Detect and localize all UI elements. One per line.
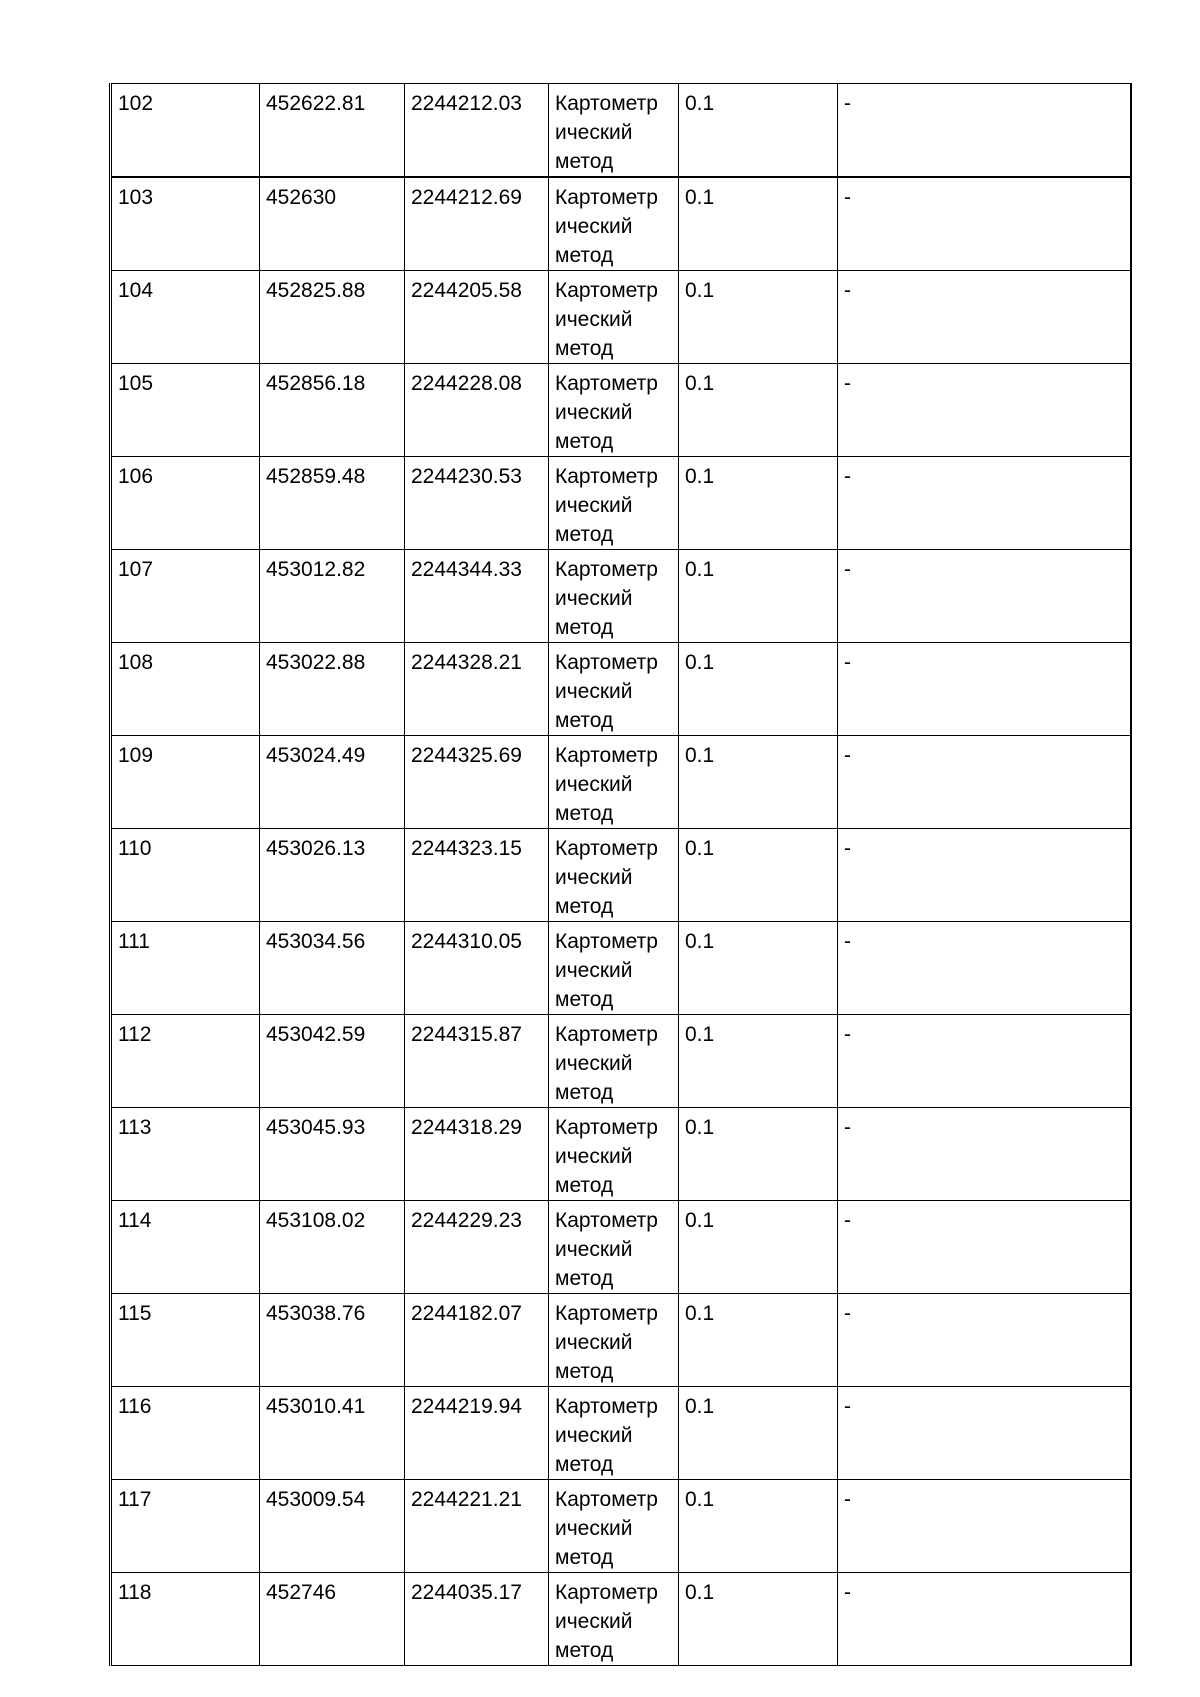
accuracy-cell: 0.1	[679, 643, 838, 736]
x-coordinate-cell: 453022.88	[260, 643, 405, 736]
table-row	[111, 736, 1131, 829]
accuracy-cell: 0.1	[679, 1201, 838, 1294]
accuracy-cell: 0.1	[679, 1573, 838, 1666]
point-number-cell: 103	[111, 177, 260, 271]
method-cell: Картометр ический метод	[549, 736, 679, 829]
accuracy-cell: 0.1	[679, 736, 838, 829]
x-coordinate-cell: 453108.02	[260, 1201, 405, 1294]
y-coordinate-cell: 2244219.94	[405, 1387, 549, 1480]
point-number-cell: 117	[111, 1480, 260, 1573]
accuracy-cell: 0.1	[679, 84, 838, 178]
x-coordinate-cell: 452746	[260, 1573, 405, 1666]
table-row	[111, 550, 1131, 643]
table-row	[111, 1108, 1131, 1201]
point-number-cell: 118	[111, 1573, 260, 1666]
accuracy-cell: 0.1	[679, 1015, 838, 1108]
y-coordinate-cell: 2244310.05	[405, 922, 549, 1015]
method-cell: Картометр ический метод	[549, 271, 679, 364]
table-row	[111, 457, 1131, 550]
note-cell: -	[838, 1108, 1131, 1201]
table-row	[111, 1015, 1131, 1108]
method-cell: Картометр ический метод	[549, 922, 679, 1015]
table-row	[111, 1201, 1131, 1294]
point-number-cell: 110	[111, 829, 260, 922]
note-cell: -	[838, 829, 1131, 922]
y-coordinate-cell: 2244229.23	[405, 1201, 549, 1294]
accuracy-cell: 0.1	[679, 550, 838, 643]
table-row	[111, 364, 1131, 457]
method-cell: Картометр ический метод	[549, 1294, 679, 1387]
table-row	[111, 271, 1131, 364]
point-number-cell: 108	[111, 643, 260, 736]
method-cell: Картометр ический метод	[549, 1387, 679, 1480]
note-cell: -	[838, 364, 1131, 457]
note-cell: -	[838, 1015, 1131, 1108]
method-cell: Картометр ический метод	[549, 1015, 679, 1108]
method-cell: Картометр ический метод	[549, 177, 679, 271]
x-coordinate-cell: 452859.48	[260, 457, 405, 550]
y-coordinate-cell: 2244035.17	[405, 1573, 549, 1666]
point-number-cell: 102	[111, 84, 260, 178]
x-coordinate-cell: 452856.18	[260, 364, 405, 457]
note-cell: -	[838, 1294, 1131, 1387]
method-cell: Картометр ический метод	[549, 829, 679, 922]
table-row	[111, 1573, 1131, 1666]
table-row	[111, 1387, 1131, 1480]
coordinates-table	[109, 83, 1132, 1666]
x-coordinate-cell: 453045.93	[260, 1108, 405, 1201]
table-row	[111, 177, 1131, 271]
accuracy-cell: 0.1	[679, 177, 838, 271]
y-coordinate-cell: 2244228.08	[405, 364, 549, 457]
x-coordinate-cell: 453034.56	[260, 922, 405, 1015]
note-cell: -	[838, 271, 1131, 364]
accuracy-cell: 0.1	[679, 1294, 838, 1387]
point-number-cell: 109	[111, 736, 260, 829]
point-number-cell: 116	[111, 1387, 260, 1480]
note-cell: -	[838, 1480, 1131, 1573]
note-cell: -	[838, 922, 1131, 1015]
point-number-cell: 107	[111, 550, 260, 643]
method-cell: Картометр ический метод	[549, 1480, 679, 1573]
x-coordinate-cell: 453038.76	[260, 1294, 405, 1387]
method-cell: Картометр ический метод	[549, 1201, 679, 1294]
x-coordinate-cell: 452622.81	[260, 84, 405, 178]
x-coordinate-cell: 453026.13	[260, 829, 405, 922]
table-row	[111, 1294, 1131, 1387]
table-row	[111, 922, 1131, 1015]
table-body	[111, 84, 1131, 1666]
point-number-cell: 104	[111, 271, 260, 364]
x-coordinate-cell: 452630	[260, 177, 405, 271]
accuracy-cell: 0.1	[679, 457, 838, 550]
point-number-cell: 115	[111, 1294, 260, 1387]
point-number-cell: 105	[111, 364, 260, 457]
note-cell: -	[838, 550, 1131, 643]
point-number-cell: 114	[111, 1201, 260, 1294]
method-cell: Картометр ический метод	[549, 1108, 679, 1201]
note-cell: -	[838, 457, 1131, 550]
y-coordinate-cell: 2244212.03	[405, 84, 549, 178]
method-cell: Картометр ический метод	[549, 1573, 679, 1666]
table-row	[111, 84, 1131, 178]
y-coordinate-cell: 2244221.21	[405, 1480, 549, 1573]
point-number-cell: 106	[111, 457, 260, 550]
method-cell: Картометр ический метод	[549, 364, 679, 457]
point-number-cell: 112	[111, 1015, 260, 1108]
method-cell: Картометр ический метод	[549, 550, 679, 643]
method-cell: Картометр ический метод	[549, 84, 679, 178]
table-row	[111, 829, 1131, 922]
y-coordinate-cell: 2244344.33	[405, 550, 549, 643]
note-cell: -	[838, 177, 1131, 271]
point-number-cell: 113	[111, 1108, 260, 1201]
x-coordinate-cell: 453024.49	[260, 736, 405, 829]
note-cell: -	[838, 84, 1131, 178]
y-coordinate-cell: 2244325.69	[405, 736, 549, 829]
x-coordinate-cell: 453009.54	[260, 1480, 405, 1573]
y-coordinate-cell: 2244328.21	[405, 643, 549, 736]
accuracy-cell: 0.1	[679, 1108, 838, 1201]
note-cell: -	[838, 1573, 1131, 1666]
y-coordinate-cell: 2244182.07	[405, 1294, 549, 1387]
note-cell: -	[838, 643, 1131, 736]
x-coordinate-cell: 453042.59	[260, 1015, 405, 1108]
method-cell: Картометр ический метод	[549, 643, 679, 736]
point-number-cell: 111	[111, 922, 260, 1015]
accuracy-cell: 0.1	[679, 271, 838, 364]
y-coordinate-cell: 2244212.69	[405, 177, 549, 271]
accuracy-cell: 0.1	[679, 922, 838, 1015]
accuracy-cell: 0.1	[679, 1387, 838, 1480]
y-coordinate-cell: 2244315.87	[405, 1015, 549, 1108]
note-cell: -	[838, 1201, 1131, 1294]
accuracy-cell: 0.1	[679, 1480, 838, 1573]
x-coordinate-cell: 453010.41	[260, 1387, 405, 1480]
x-coordinate-cell: 452825.88	[260, 271, 405, 364]
y-coordinate-cell: 2244318.29	[405, 1108, 549, 1201]
table-row	[111, 643, 1131, 736]
y-coordinate-cell: 2244205.58	[405, 271, 549, 364]
method-cell: Картометр ический метод	[549, 457, 679, 550]
y-coordinate-cell: 2244230.53	[405, 457, 549, 550]
note-cell: -	[838, 1387, 1131, 1480]
x-coordinate-cell: 453012.82	[260, 550, 405, 643]
table-row	[111, 1480, 1131, 1573]
y-coordinate-cell: 2244323.15	[405, 829, 549, 922]
accuracy-cell: 0.1	[679, 364, 838, 457]
note-cell: -	[838, 736, 1131, 829]
accuracy-cell: 0.1	[679, 829, 838, 922]
